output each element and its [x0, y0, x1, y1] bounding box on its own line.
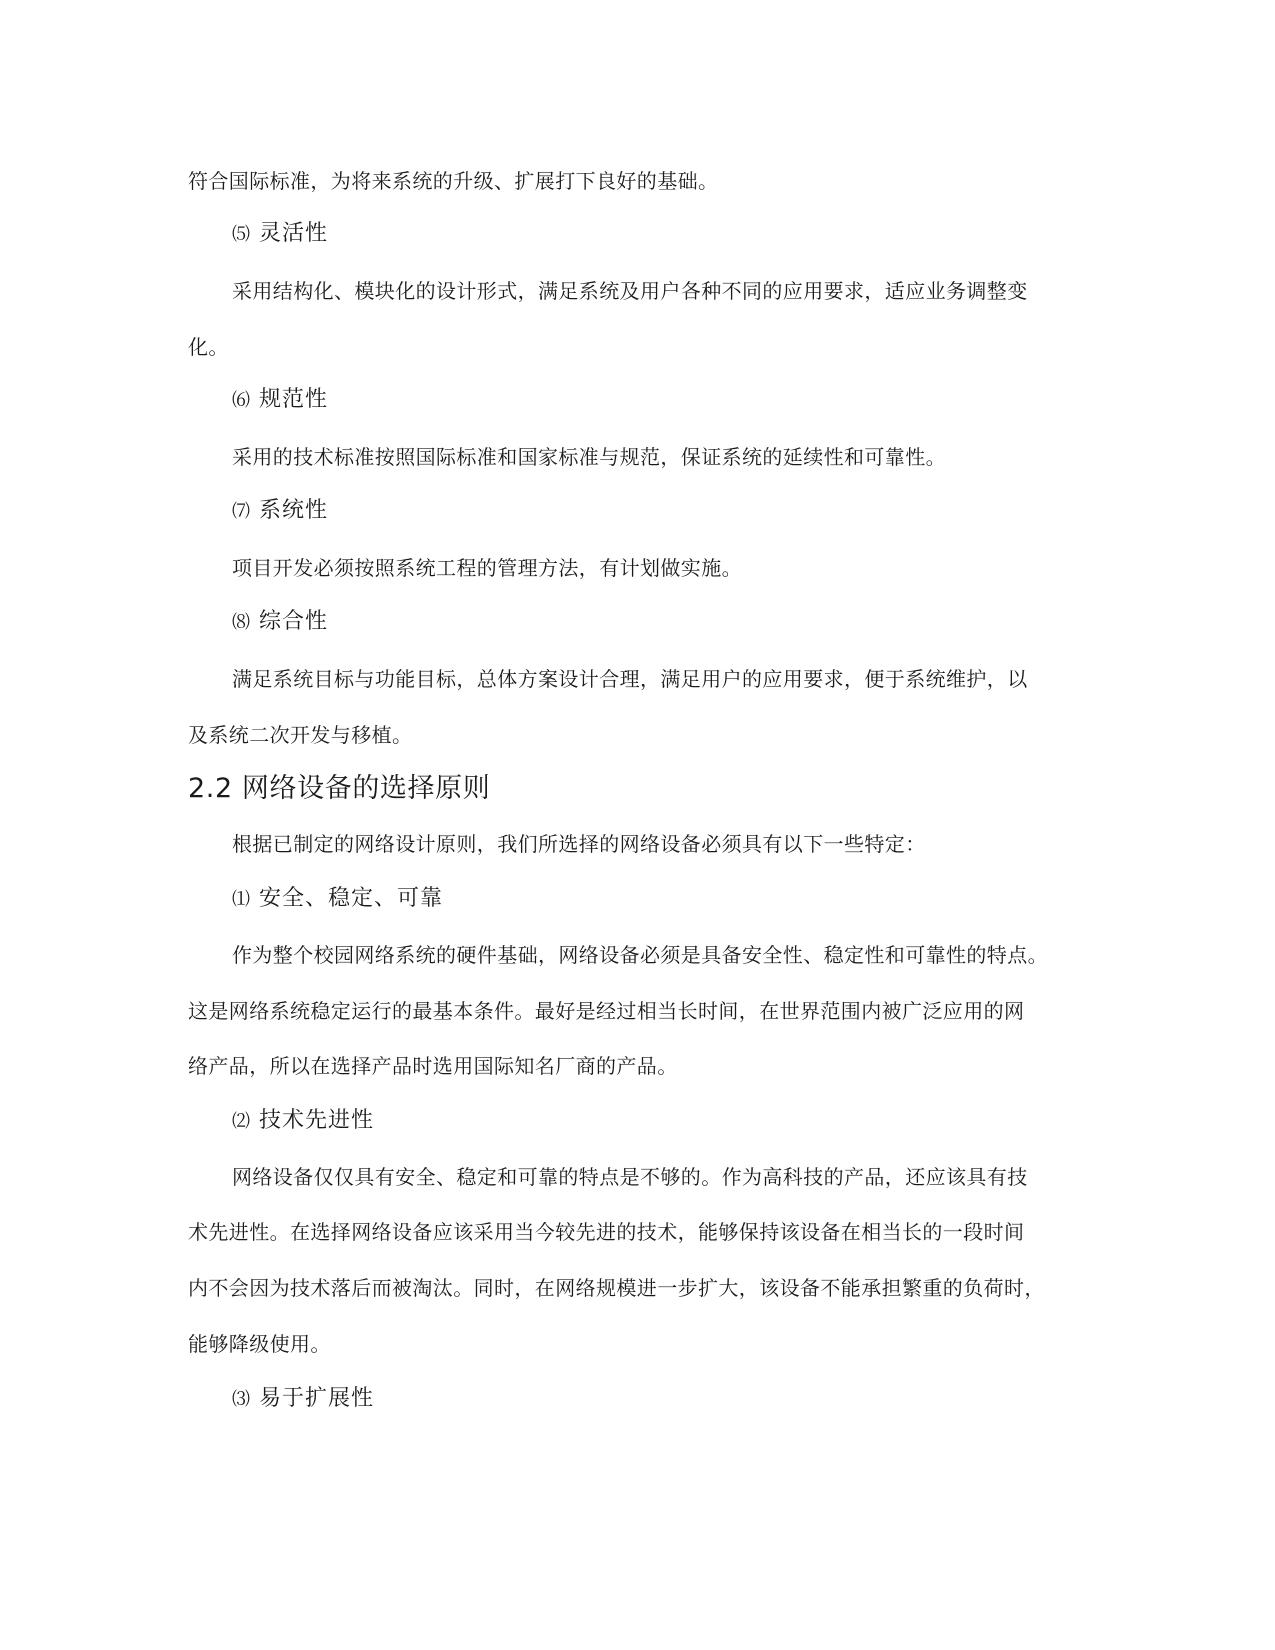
paragraph-systematic-line: 项目开发必须按照系统工程的管理方法，有计划做实施。 [232, 556, 742, 580]
item-number: ⑹ [232, 390, 251, 411]
paragraph-advanced-tech-line-4: 能够降级使用。 [188, 1332, 331, 1356]
item-heading-systematic [232, 498, 328, 525]
item-number: ⑵ [232, 1111, 251, 1132]
paragraph-advanced-tech-line-1: 网络设备仅仅具有安全、稳定和可靠的特点是不够的。作为高科技的产品，还应该具有技 [232, 1165, 1028, 1189]
item-title: 系统性 [259, 498, 329, 523]
item-number: ⑸ [232, 224, 251, 245]
item-heading-flexibility [232, 221, 328, 248]
item-heading-extensibility [232, 1386, 374, 1413]
paragraph-comprehensive-line-2: 及系统二次开发与移植。 [188, 723, 413, 747]
paragraph-flexibility-line-2: 化。 [188, 335, 229, 359]
paragraph-security-line-1: 作为整个校园网络系统的硬件基础，网络设备必须是具备安全性、稳定性和可靠性的特点。 [232, 943, 1048, 967]
section-intro: 根据已制定的网络设计原则，我们所选择的网络设备必须具有以下一些特定： [232, 832, 926, 856]
item-number: ⑶ [232, 1389, 251, 1410]
paragraph-security-line-3: 络产品，所以在选择产品时选用国际知名厂商的产品。 [188, 1054, 678, 1078]
item-title: 安全、稳定、可靠 [259, 886, 444, 911]
paragraph-security-line-2: 这是网络系统稳定运行的最基本条件。最好是经过相当长时间，在世界范围内被广泛应用的网 [188, 999, 1025, 1023]
section-title: 2.2 网络设备的选择原则 [188, 773, 491, 804]
item-heading-advanced-tech [232, 1108, 374, 1135]
item-number: ⑺ [232, 501, 251, 522]
item-title: 易于扩展性 [259, 1386, 375, 1411]
paragraph-comprehensive-line-1: 满足系统目标与功能目标，总体方案设计合理，满足用户的应用要求，便于系统维护，以 [232, 667, 1028, 691]
item-title: 灵活性 [259, 221, 329, 246]
item-title: 规范性 [259, 387, 329, 412]
paragraph-flexibility-line-1: 采用结构化、模块化的设计形式，满足系统及用户各种不同的应用要求，适应业务调整变 [232, 279, 1028, 303]
paragraph-advanced-tech-line-3: 内不会因为技术落后而被淘汰。同时，在网络规模进一步扩大，该设备不能承担繁重的负荷时， [188, 1276, 1045, 1300]
item-title: 综合性 [259, 609, 329, 634]
item-heading-comprehensive [232, 609, 328, 636]
item-title: 技术先进性 [259, 1108, 375, 1133]
item-number: ⑻ [232, 612, 251, 633]
paragraph-standards-line: 符合国际标准，为将来系统的升级、扩展打下良好的基础。 [188, 169, 719, 193]
item-number: ⑴ [232, 889, 251, 910]
item-heading-normative [232, 387, 328, 414]
item-heading-security [232, 886, 443, 913]
paragraph-advanced-tech-line-2: 术先进性。在选择网络设备应该采用当今较先进的技术，能够保持该设备在相当长的一段时间 [188, 1220, 1025, 1244]
paragraph-normative-line: 采用的技术标准按照国际标准和国家标准与规范，保证系统的延续性和可靠性。 [232, 445, 946, 469]
